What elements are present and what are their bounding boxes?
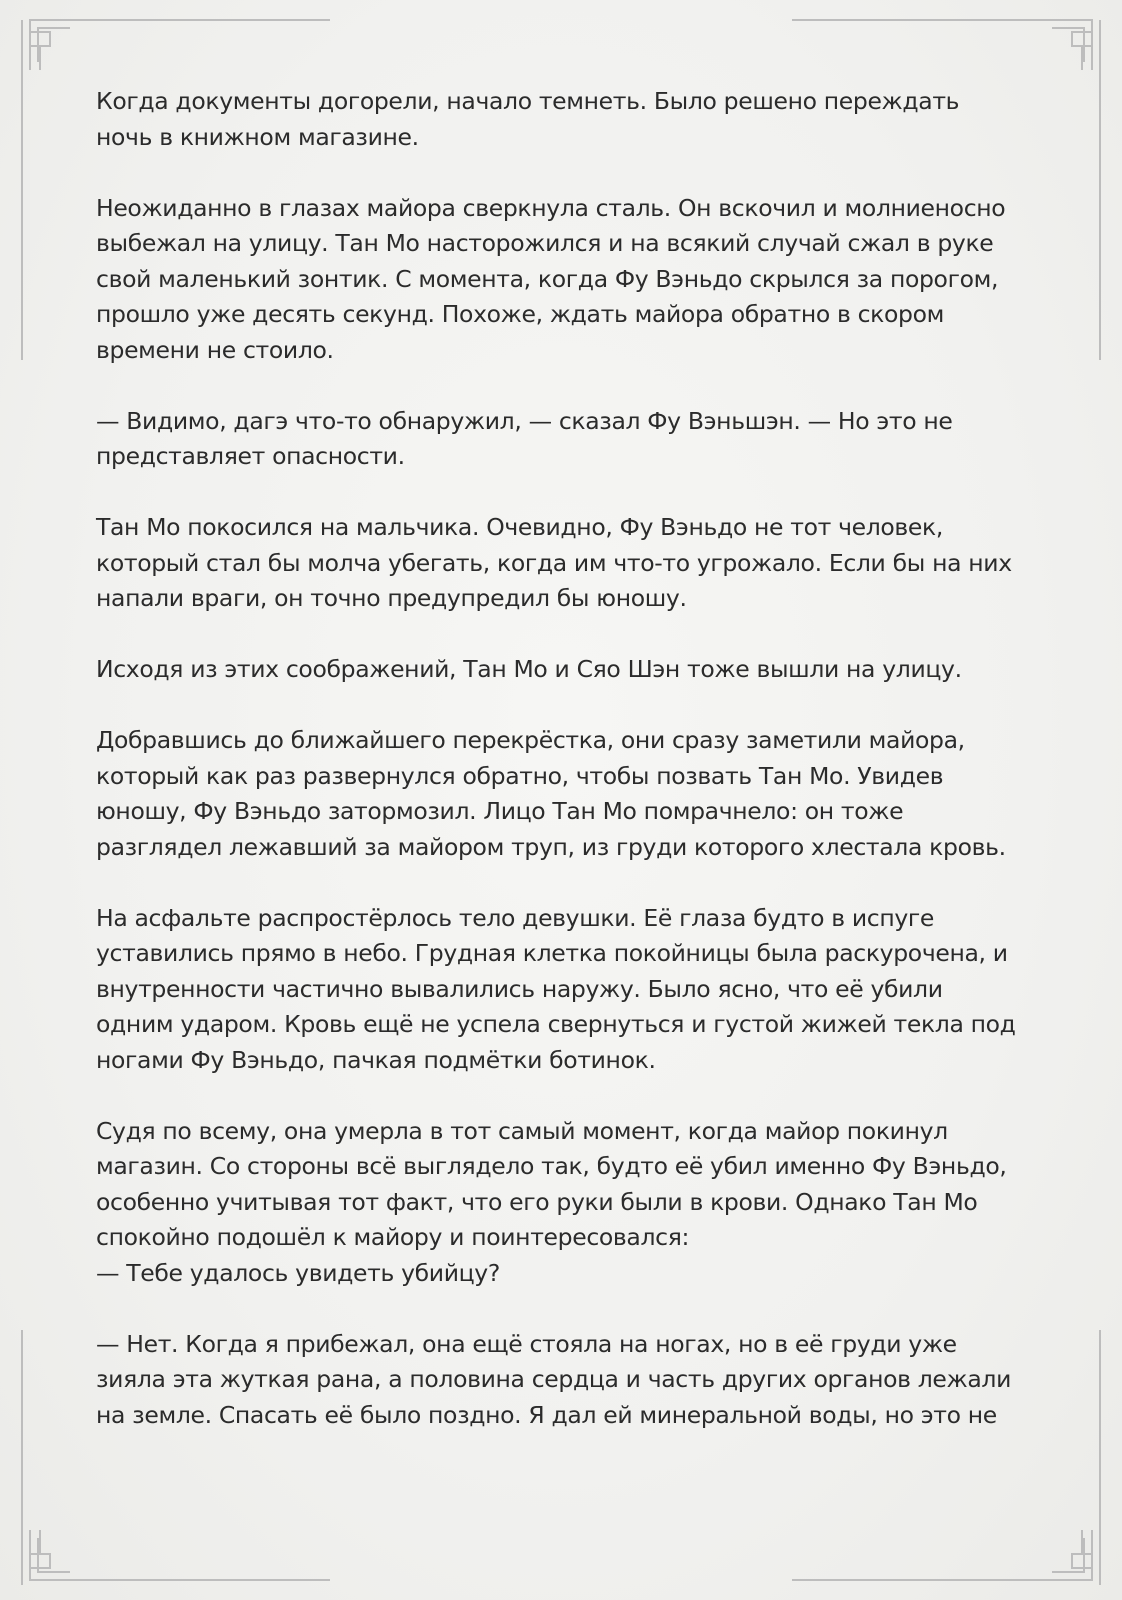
paragraph (96, 404, 1036, 475)
text-line: ночь в книжном магазине. (96, 122, 419, 151)
corner-ornament-top-right (792, 20, 1092, 70)
document-body (96, 84, 1036, 1433)
text-line: Неожиданно в глазах майора сверкнула сталь. Он вскочил и молниеносно (96, 193, 1006, 222)
text-line: зияла эта жуткая рана, а половина сердца и часть других органов лежали (96, 1365, 1011, 1393)
text-line: — Видимо, дагэ что-то обнаружил, — сказал Фу Вэньшэн. — Но это не (96, 406, 953, 435)
text-line: внутренности частично вывалились наружу. Было ясно, что её убили (96, 974, 943, 1003)
text-line: Добравшись до ближайшего перекрёстка, они сразу заметили майора, (96, 726, 965, 754)
text-line: представляет опасности. (96, 442, 405, 470)
text-line: особенно учитывая тот факт, что его руки были в крови. Однако Тан Мо (96, 1187, 978, 1216)
text-line: уставились прямо в небо. Грудная клетка покойницы была раскурочена, и (96, 939, 1008, 967)
paragraph (96, 191, 1036, 369)
text-line: свой маленький зонтик. С момента, когда Фу Вэньдо скрылся за порогом, (96, 264, 999, 293)
text-line: который как раз развернулся обратно, чтобы позвать Тан Мо. Увидев (96, 761, 944, 790)
paragraph (96, 723, 1036, 865)
text-line: магазин. Со стороны всё выглядело так, будто её убил именно Фу Вэньдо, (96, 1152, 1007, 1180)
text-line: который стал бы молча убегать, когда им что-то угрожало. Если бы на них (96, 548, 1012, 577)
text-line: напали враги, он точно предупредил бы юношу. (96, 584, 687, 612)
text-line: Тан Мо покосился на мальчика. Очевидно, Фу Вэньдо не тот человек, (96, 513, 944, 541)
text-line: Исходя из этих соображений, Тан Мо и Сяо Шэн тоже вышли на улицу. (96, 655, 962, 683)
text-line: ногами Фу Вэньдо, пачкая подмётки ботинок. (96, 1045, 656, 1074)
text-line: на земле. Спасать её было поздно. Я дал ей минеральной воды, но это не (96, 1400, 997, 1429)
text-line: На асфальте распростёрлось тело девушки. Её глаза будто в испуге (96, 903, 935, 932)
text-line: Судя по всему, она умерла в тот самый момент, когда майор покинул (96, 1116, 948, 1145)
text-line: Когда документы догорели, начало темнеть. Было решено переждать (96, 87, 960, 115)
text-line: прошло уже десять секунд. Похоже, ждать майора обратно в скором (96, 300, 945, 328)
corner-ornament-top-left (30, 20, 330, 70)
text-line: времени не стоило. (96, 335, 334, 364)
paragraph (96, 1327, 1036, 1434)
text-line: разглядел лежавший за майором труп, из груди которого хлестала кровь. (96, 832, 1006, 861)
paragraph (96, 1114, 1036, 1292)
text-line: выбежал на улицу. Тан Мо насторожился и на всякий случай сжал в руке (96, 229, 994, 257)
paragraph (96, 84, 1036, 155)
text-line: — Тебе удалось увидеть убийцу? (96, 1258, 500, 1287)
text-line: юношу, Фу Вэньдо затормозил. Лицо Тан Мо помрачнело: он тоже (96, 797, 904, 825)
corner-ornament-bottom-left (30, 1530, 330, 1580)
paragraph (96, 510, 1036, 617)
paragraph (96, 901, 1036, 1079)
paragraph (96, 652, 1036, 688)
corner-ornament-bottom-right (792, 1530, 1092, 1580)
text-line: спокойно подошёл к майору и поинтересовался: (96, 1223, 690, 1251)
text-line: — Нет. Когда я прибежал, она ещё стояла на ногах, но в её груди уже (96, 1329, 957, 1358)
text-line: одним ударом. Кровь ещё не успела свернуться и густой жижей текла под (96, 1010, 1016, 1038)
